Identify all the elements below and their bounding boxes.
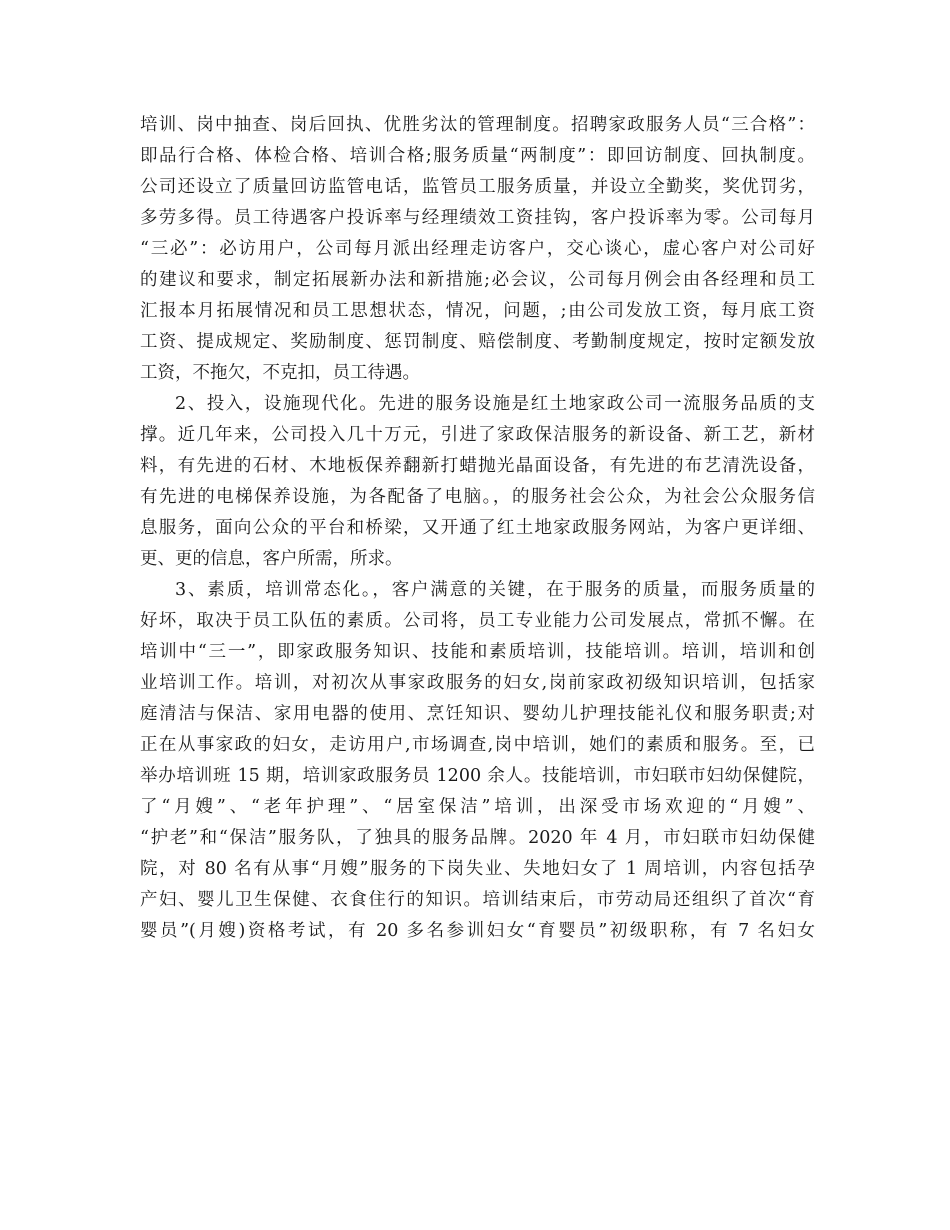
text-line: 正在从事家政的妇女，走访用户,市场调查,岗中培训，她们的素质和服务。至，已	[140, 735, 815, 755]
text-line: 息服务，面向公众的平台和桥梁，又开通了红土地家政服务网站，为客户更详细、	[140, 518, 815, 538]
text-line: 产妇、婴儿卫生保健、衣食住行的知识。培训结束后，市劳动局还组织了首次“育	[140, 890, 815, 910]
text-line: 工资，不拖欠，不克扣，员工待遇。	[140, 363, 420, 383]
text-line: 的建议和要求，制定拓展新办法和新措施;必会议，公司每月例会由各经理和员工	[140, 270, 815, 290]
document-page	[140, 110, 815, 947]
text-line: 了“月嫂”、“老年护理”、“居室保洁”培训，出深受市场欢迎的“月嫂”、	[140, 797, 815, 817]
text-line: 多劳多得。员工待遇客户投诉率与经理绩效工资挂钩，客户投诉率为零。公司每月	[140, 208, 815, 228]
text-line: 培训、岗中抽查、岗后回执、优胜劣汰的管理制度。招聘家政服务人员“三合格”：	[140, 115, 815, 135]
text-line: 有先进的电梯保养设施，为各配备了电脑。，的服务社会公众，为社会公众服务信	[140, 487, 815, 507]
text-line: 庭清洁与保洁、家用电器的使用、烹饪知识、婴幼儿护理技能礼仪和服务职责;对	[140, 704, 815, 724]
text-line: 汇报本月拓展情况和员工思想状态，情况，问题，;由公司发放工资，每月底工资	[140, 301, 815, 321]
text-line: “护老”和“保洁”服务队，了独具的服务品牌。2020 年 4 月，市妇联市妇幼保健	[140, 828, 815, 848]
text-line: 即品行合格、体检合格、培训合格;服务质量“两制度”：即回访制度、回执制度。	[140, 146, 815, 166]
text-line: 培训中“三一”，即家政服务知识、技能和素质培训，技能培训。培训，培训和创	[140, 642, 815, 662]
text-line: 院，对 80 名有从事“月嫂”服务的下岗失业、失地妇女了 1 周培训，内容包括孕	[140, 859, 815, 879]
text-line: 业培训工作。培训，对初次从事家政服务的妇女,岗前家政初级知识培训，包括家	[140, 673, 815, 693]
text-line: 好坏，取决于员工队伍的素质。公司将，员工专业能力公司发展点，常抓不懈。在	[140, 611, 815, 631]
text-line: 公司还设立了质量回访监管电话，监管员工服务质量，并设立全勤奖，奖优罚劣，	[140, 177, 815, 197]
text-line: 工资、提成规定、奖励制度、惩罚制度、赔偿制度、考勤制度规定，按时定额发放	[140, 332, 815, 352]
text-line: 更、更的信息，客户所需，所求。	[140, 549, 403, 569]
text-line: 2、投入，设施现代化。先进的服务设施是红土地家政公司一流服务品质的支	[175, 394, 815, 414]
text-line: 婴员”(月嫂)资格考试，有 20 多名参训妇女“育婴员”初级职称，有 7 名妇女	[140, 921, 815, 941]
text-line: 举办培训班 15 期，培训家政服务员 1200 余人。技能培训，市妇联市妇幼保健院，	[140, 766, 815, 786]
text-line: 撑。近几年来，公司投入几十万元，引进了家政保洁服务的新设备、新工艺，新材	[140, 425, 815, 445]
text-line: 料，有先进的石材、木地板保养翻新打蜡抛光晶面设备，有先进的布艺清洗设备，	[140, 456, 815, 476]
text-line: “三必”：必访用户，公司每月派出经理走访客户，交心谈心，虚心客户对公司好	[140, 239, 815, 259]
text-line: 3、素质，培训常态化。，客户满意的关键，在于服务的质量，而服务质量的	[175, 580, 815, 600]
